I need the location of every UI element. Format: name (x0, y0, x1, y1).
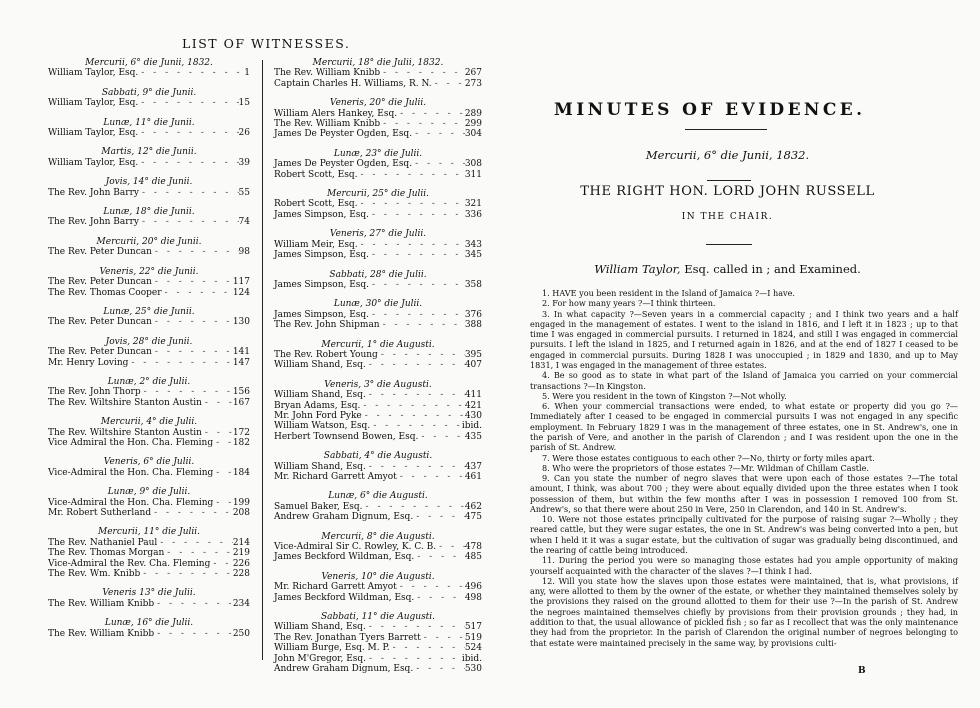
page-number: 462 (464, 501, 482, 512)
witness-entry (48, 569, 250, 579)
witness-entry (274, 68, 482, 78)
witness-name: William Taylor, Esq. (48, 157, 139, 168)
sitting-date: Lunæ, 2° die Julii. (107, 376, 191, 387)
leader-dots (213, 438, 233, 448)
page-number: 343 (464, 239, 482, 250)
witness-name: The Rev. John Shipman (274, 320, 380, 331)
page-number: 358 (464, 279, 482, 290)
witness-entry (274, 210, 482, 220)
page-number: 530 (464, 664, 482, 675)
leader-dots (366, 462, 465, 472)
sitting-date: Lunæ, 9° die Julii. (107, 487, 191, 498)
witness-name: The Rev. Thomas Morgan (48, 548, 165, 559)
witness-name: William Shand, Esq. (274, 390, 366, 401)
witness-entry (274, 432, 482, 442)
column-divider (262, 60, 263, 660)
witness-entry (48, 428, 250, 438)
witness-entry (48, 387, 250, 397)
page-number: 172 (232, 427, 250, 438)
page-number: 250 (232, 628, 250, 639)
witness-entry (274, 462, 482, 472)
witness-entry (274, 512, 482, 522)
witness-name: The Rev. Peter Duncan (48, 247, 152, 258)
leader-dots (138, 68, 244, 78)
session-date: Mercurii, 6° die Junii, 1832. (645, 148, 810, 162)
sitting-date: Veneris, 6° die Julii. (103, 457, 195, 468)
page-number: 517 (464, 622, 482, 633)
page-number: 478 (464, 542, 482, 553)
page-number: 411 (464, 390, 482, 401)
sitting-date: Veneris, 27° die Julii. (329, 229, 427, 240)
witness-name: William Meir, Esq. (274, 239, 358, 250)
leader-dots (139, 217, 239, 227)
witness-name: Herbert Townsend Bowen, Esq. (274, 431, 419, 442)
page-number: ibid. (461, 421, 482, 432)
witness-entry (48, 599, 250, 609)
leader-dots (139, 188, 239, 198)
witness-entry (274, 582, 482, 592)
sitting-date: Veneris, 22° die Junii. (99, 266, 199, 277)
witness-column-1 (48, 58, 250, 639)
witness-name: William Alers Hankey, Esq. (274, 108, 398, 119)
sitting-date: Lunæ, 6° die Augusti. (328, 491, 428, 502)
witness-called-text: Esq. called in ; and Examined. (680, 262, 861, 276)
sitting-date: Mercurii, 8° die Augusti. (321, 531, 435, 542)
witness-entry (48, 548, 250, 558)
leader-dots (202, 428, 233, 438)
witness-name: The Rev. Thomas Cooper (48, 287, 162, 298)
sitting-date: Mercurii, 6° die Junii, 1832. (85, 58, 213, 68)
leader-dots (369, 250, 465, 260)
witness-entry (48, 398, 250, 408)
leader-dots (378, 350, 465, 360)
page-number: 55 (238, 187, 250, 198)
leader-dots (412, 159, 465, 169)
witness-name: Andrew Graham Dignum, Esq. (274, 512, 414, 523)
witness-name: Samuel Baker, Esq. (274, 501, 363, 512)
witness-entry (274, 320, 482, 330)
leader-dots (202, 398, 233, 408)
page-number: 1 (244, 68, 250, 79)
witness-name: The Rev. Peter Duncan (48, 317, 152, 328)
page-number: 407 (464, 360, 482, 371)
sitting-date: Martis, 12° die Junii. (101, 147, 197, 158)
leader-dots (369, 280, 465, 290)
witness-entry (48, 98, 250, 108)
witness-name: James Beckford Wildman, Esq. (274, 592, 415, 603)
witness-entry (274, 360, 482, 370)
witness-entry (274, 654, 482, 664)
page-number: 376 (464, 309, 482, 320)
page-number: 308 (464, 159, 482, 170)
page-number: 435 (464, 431, 482, 442)
leader-dots (380, 119, 465, 129)
page-number: 421 (464, 400, 482, 411)
witness-entry (48, 68, 250, 78)
page-number: 208 (232, 508, 250, 518)
witness-name: The Rev. Wm. Knibb (48, 569, 141, 580)
sitting-date: Mercurii, 11° die Julii. (97, 527, 200, 538)
page-number: 182 (232, 437, 250, 448)
leader-dots (414, 552, 465, 562)
sitting-date: Sabbati, 11° die Augusti. (320, 612, 436, 623)
sitting-date: Jovis, 28° die Junii. (105, 336, 193, 347)
leader-dots (366, 654, 462, 664)
witness-entry (48, 629, 250, 639)
witness-entry (48, 498, 250, 508)
witness-entry (274, 280, 482, 290)
witness-entry (48, 358, 250, 368)
witness-name: William Taylor, Esq. (48, 98, 139, 109)
leader-dots (421, 633, 465, 643)
list-title: LIST OF WITNESSES. (182, 36, 351, 51)
page-number: 26 (238, 128, 250, 139)
witness-entry (274, 119, 482, 129)
witness-name: James Simpson, Esq. (274, 209, 370, 220)
witness-entry (274, 250, 482, 260)
page-number: 117 (232, 277, 250, 288)
witness-name: Robert Scott, Esq. (274, 169, 358, 180)
leader-dots (152, 317, 233, 327)
witness-name: John M'Gregor, Esq. (274, 653, 367, 664)
witness-name: Mr. John Ford Pyke (274, 410, 362, 421)
leader-dots (154, 599, 233, 609)
witness-name: James De Peyster Ogden, Esq. (274, 159, 413, 170)
witness-name: The Rev. William Knibb (48, 628, 155, 639)
signature-mark: B (858, 666, 866, 676)
page-number: 267 (464, 68, 482, 79)
leader-dots (366, 390, 465, 400)
sitting-date: Sabbati, 4° die Augusti. (323, 451, 433, 462)
in-chair-label: IN THE CHAIR. (681, 212, 774, 222)
witness-entry (48, 247, 250, 257)
page-number: 498 (464, 592, 482, 603)
witness-entry (274, 79, 482, 89)
leader-dots (162, 288, 233, 298)
page-number: 395 (464, 349, 482, 360)
page-number: 226 (232, 558, 250, 569)
page-number: 167 (232, 397, 250, 408)
witness-entry (48, 217, 250, 227)
witness-name: William Watson, Esq. (274, 421, 371, 432)
witness-entry (48, 317, 250, 327)
sitting-date: Veneris, 3° die Augusti. (324, 379, 432, 390)
page-number: 98 (238, 247, 250, 258)
witness-entry (274, 350, 482, 360)
witness-name: The Rev. Peter Duncan (48, 347, 152, 358)
witness-name: William Taylor, Esq. (48, 128, 139, 139)
witness-name: Vice-Admiral Sir C. Rowley, K. C. B. (274, 542, 437, 553)
witness-name: The Rev. William Knibb (274, 68, 381, 79)
leader-dots (213, 468, 233, 478)
sitting-date: Jovis, 14° die Junii. (105, 177, 193, 188)
witness-name: Robert Scott, Esq. (274, 199, 358, 210)
sitting-date: Mercurii, 18° die Julii, 1832. (312, 58, 444, 68)
leader-dots (363, 502, 465, 512)
leader-dots (366, 360, 465, 370)
evidence-paragraph: 10. Were not those estates principally cultivated for the purpose of raising sugar ?—Wholly ; they reared cattle, but they were sugar estates, the one in St. Andrew's was being converted into a pen, but when I held it it was a sugar estate, but the cultivation of sugar was gradually being discontinued, and the rearing of cattle being introduced. (530, 514, 958, 556)
witness-entry (48, 288, 250, 298)
leader-dots (151, 508, 233, 518)
witness-entry (48, 347, 250, 357)
witness-name: The Rev. John Barry (48, 187, 139, 198)
page-number: 336 (464, 209, 482, 220)
witness-entry (274, 664, 482, 674)
witness-name: William Taylor, Esq. (48, 68, 139, 79)
leader-dots (357, 170, 464, 180)
leader-dots (366, 622, 465, 632)
sitting-date: Lunæ, 11° die Junii. (103, 117, 195, 128)
witness-name: The Rev. William Knibb (274, 119, 381, 130)
page-number: 299 (464, 119, 482, 130)
page-number: 219 (232, 548, 250, 559)
page-number: 430 (464, 410, 482, 421)
witness-name: The Rev. Jonathan Tyers Barrett (274, 632, 421, 643)
leader-dots (357, 199, 464, 209)
witness-entry (274, 129, 482, 139)
evidence-paragraph: 5. Were you resident in the town of Kingston ?—Not wholly. (542, 390, 787, 401)
witness-name: William Burge, Esq. M. P. (274, 643, 390, 654)
sitting-date: Sabbati, 9° die Junii. (101, 87, 197, 98)
page-number: 228 (232, 569, 250, 580)
page-number: 273 (464, 78, 482, 89)
witness-name: Mr. Richard Garrett Amyot (274, 582, 397, 593)
page-number: 289 (464, 108, 482, 119)
witness-entry (48, 538, 250, 548)
witness-entry (274, 109, 482, 119)
page-number: 321 (464, 199, 482, 210)
leader-dots (390, 643, 465, 653)
witness-entry (48, 468, 250, 478)
page-number: 74 (238, 217, 250, 228)
page-number: 524 (464, 643, 482, 654)
sitting-date: Sabbati, 28° die Julii. (329, 269, 427, 280)
sitting-date: Lunæ, 16° die Julii. (104, 618, 194, 629)
witness-name: Mr. Henry Loving (48, 357, 129, 368)
sitting-date: Mercurii, 1° die Augusti. (321, 339, 435, 350)
witness-name: William Taylor, (594, 262, 681, 276)
witness-name: Andrew Graham Dignum, Esq. (274, 664, 414, 675)
evidence-paragraph: 2. For how many years ?—I think thirteen. (542, 298, 716, 309)
sitting-date: Veneris, 20° die Julii. (329, 98, 427, 109)
page-number: 485 (464, 552, 482, 563)
leader-dots (370, 421, 462, 431)
leader-dots (380, 320, 465, 330)
page-number: 437 (464, 461, 482, 472)
leader-dots (152, 247, 239, 257)
page-number: 184 (232, 467, 250, 478)
witness-entry (274, 502, 482, 512)
witness-name: Captain Charles H. Williams, R. N. (274, 78, 432, 89)
witness-name: The Rev. Wiltshire Stanton Austin (48, 427, 202, 438)
witness-entry (274, 411, 482, 421)
page-number: 304 (464, 129, 482, 140)
sitting-date: Lunæ, 25° die Junii. (103, 306, 195, 317)
witness-name: James Simpson, Esq. (274, 250, 370, 261)
witness-entry (274, 593, 482, 603)
witness-name: The Rev. John Thorp (48, 387, 141, 398)
witness-name: William Shand, Esq. (274, 360, 366, 371)
page-number: 519 (464, 632, 482, 643)
witness-entry (48, 188, 250, 198)
witness-name: The Rev. Peter Duncan (48, 277, 152, 288)
sitting-date: Veneris, 10° die Augusti. (321, 571, 435, 582)
witness-entry (274, 310, 482, 320)
page-number: 156 (232, 387, 250, 398)
witness-entry (274, 159, 482, 169)
page-number: ibid. (461, 653, 482, 664)
leader-dots (436, 542, 465, 552)
leader-dots (414, 593, 465, 603)
title-rule (685, 129, 767, 130)
leader-dots (164, 548, 233, 558)
leader-dots (152, 347, 233, 357)
evidence-text (530, 288, 958, 648)
page-number: 214 (232, 537, 250, 548)
witness-entry (48, 438, 250, 448)
witness-name: Mr. Robert Sutherland (48, 508, 152, 518)
witness-name: Vice-Admiral the Rev. Cha. Fleming (48, 558, 211, 569)
witness-name: Mr. Richard Garrett Amyot (274, 472, 397, 482)
page-number: 124 (232, 287, 250, 298)
evidence-paragraph: 1. HAVE you been resident in the Island of Jamaica ?—I have. (542, 288, 795, 298)
sitting-date: Lunæ, 23° die Julii. (333, 148, 423, 159)
page-number: 234 (232, 598, 250, 609)
leader-dots (360, 401, 464, 411)
witness-entry (48, 508, 250, 518)
chairman-heading: THE RIGHT HON. LORD JOHN RUSSELL (580, 184, 875, 199)
leader-dots (369, 210, 465, 220)
leader-dots (138, 128, 238, 138)
page-number: 130 (232, 317, 250, 328)
page-number: 141 (232, 347, 250, 358)
page-number: 147 (232, 357, 250, 368)
page-number: 311 (464, 169, 482, 180)
page-number: 15 (238, 98, 250, 109)
witness-entry (48, 128, 250, 138)
leader-dots (413, 512, 465, 522)
leader-dots (369, 310, 465, 320)
witness-entry (274, 643, 482, 653)
sitting-date: Veneris 13° die Julii. (102, 588, 196, 599)
witness-name: James De Peyster Ogden, Esq. (274, 129, 413, 140)
witness-entry (274, 421, 482, 431)
witness-entry (274, 401, 482, 411)
leader-dots (418, 432, 464, 442)
page-number: 388 (464, 320, 482, 331)
witness-name: The Rev. William Knibb (48, 598, 155, 609)
witness-column-2 (274, 58, 482, 675)
leader-dots (140, 569, 233, 579)
leader-dots (157, 538, 233, 548)
witness-entry (274, 390, 482, 400)
witness-name: Bryan Adams, Esq. (274, 400, 361, 411)
page-number: 496 (464, 582, 482, 593)
evidence-paragraph: 12. Will you state how the slaves upon those estates were maintained, that is, what provisions, if any, were allotted to them by the owner of the estate, or whether they maintained themselves solely by the provisions they raised on the ground allotted to them for their use ?—In the parish of St. Andrew the negroes maintained themselves chiefly by provisions from their provision grounds ; they had, in addition to that, the usual allowance of pickled fish ; so far as I recollect that was the only maintenance they had from the proprietor. In the parish of Clarendon the original number of negroes belonging to that estate were maintained precisely in the same way, by provisions culti- (530, 575, 958, 648)
leader-dots (152, 277, 233, 287)
sitting-date: Lunæ, 30° die Julii. (333, 299, 423, 310)
page-number: 461 (464, 472, 482, 482)
witness-name: The Rev. Robert Young (274, 349, 378, 360)
leader-dots (412, 129, 465, 139)
leader-dots (362, 411, 465, 421)
leader-dots (213, 498, 233, 508)
evidence-paragraph: 7. Were those estates contiguous to each other ?—No, thirty or forty miles apart. (542, 452, 875, 463)
sitting-date: Mercurii, 25° die Julii. (326, 189, 429, 200)
witness-entry (274, 240, 482, 250)
right-page (520, 0, 980, 708)
sitting-date: Mercurii, 4° die Julii. (100, 417, 198, 428)
evidence-paragraph: 4. Be so good as to state in what part of the Island of Jamaica you carried on your commercial transactions ?—In Kingston. (530, 370, 958, 391)
witness-name: James Beckford Wildman, Esq. (274, 552, 415, 563)
page-number: 345 (464, 250, 482, 261)
leader-dots (128, 358, 232, 368)
witness-name: William Shand, Esq. (274, 622, 366, 633)
leader-dots (413, 664, 465, 674)
sitting-date: Lunæ, 18° die Junii. (103, 207, 195, 218)
leader-dots (358, 240, 465, 250)
witness-name: Vice-Admiral the Hon. Cha. Fleming (48, 467, 214, 478)
date-rule (707, 180, 751, 181)
witness-name: James Simpson, Esq. (274, 279, 370, 290)
leader-dots (432, 79, 465, 89)
leader-dots (397, 109, 465, 119)
witness-name: James Simpson, Esq. (274, 309, 370, 320)
evidence-paragraph: 8. Who were the proprietors of those estates ?—Mr. Wildman of Chillam Castle. (542, 462, 869, 473)
evidence-paragraph: 6. When your commercial transactions were ended, to what estate or property did you go ?—Immediately after I ceased to be engaged in commercial pursuits I was not engaged in any specific employment. In February 1829 I was in the management of three estates, one in St. Andrew's, one in the parish of Vere, and another in the parish of Clarendon ; and I was resident upon the one in the parish of St. Andrew. (530, 401, 958, 453)
witness-entry (274, 199, 482, 209)
sitting-date: Mercurii, 20° die Junii. (96, 236, 202, 247)
witness-name: Vice Admiral the Hon. Cha. Fleming (48, 437, 214, 448)
witness-called-line (520, 262, 935, 276)
leader-dots (397, 582, 465, 592)
witness-entry (274, 542, 482, 552)
witness-entry (274, 170, 482, 180)
page-number: 475 (464, 512, 482, 523)
witness-name: William Shand, Esq. (274, 461, 366, 472)
evidence-paragraph: 9. Can you state the number of negro slaves that were upon each of those estates ?—The total amount, I think, was about 700 ; they were about equally divided upon the three estates when I took possession of them, but within the few months after I was in possession I removed 100 from St. Andrew's, so that there were about 250 in Vere, 250 in Clarendon, and 140 in St. Andrew's. (530, 473, 958, 514)
witness-entry (274, 622, 482, 632)
chair-rule (706, 244, 752, 245)
witness-name: The Rev. Wiltshire Stanton Austin (48, 397, 202, 408)
witness-name: Vice-Admiral the Hon. Cha. Fleming (48, 497, 214, 508)
evidence-paragraph: 11. During the period you were so managing those estates had you ample opportunity of making yourself acquainted with the character of the slaves ?—I think I had. (530, 555, 958, 576)
leader-dots (138, 98, 238, 108)
leader-dots (397, 472, 465, 482)
leader-dots (210, 559, 232, 569)
evidence-paragraph: 3. In what capacity ?—Seven years in a commercial capacity ; and I think two years and a half engaged in the management of estates. I went to the island in 1816, and I left it in 1823 ; up to that time I was engaged in commercial pursuits. I returned in 1824, and still I was engaged in commercial pursuits. I left the island in 1825, and I returned again in 1826, and at the end of 1827 I ceased to be engaged in commercial pursuits. During 1828 I was unoccupied ; in 1829 and 1830, and up to May 1831, I was engaged in the management of three estates. (530, 308, 958, 370)
witness-entry (48, 559, 250, 569)
leader-dots (380, 68, 465, 78)
witness-entry (48, 277, 250, 287)
page-number: 199 (232, 497, 250, 508)
leader-dots (154, 629, 233, 639)
leader-dots (138, 158, 238, 168)
witness-entry (274, 552, 482, 562)
witness-name: The Rev. Nathaniel Paul (48, 537, 158, 548)
minutes-title: MINUTES OF EVIDENCE. (554, 100, 866, 120)
witness-entry (48, 158, 250, 168)
witness-name: The Rev. John Barry (48, 217, 139, 228)
page-number: 39 (238, 157, 250, 168)
witness-entry (274, 633, 482, 643)
leader-dots (141, 387, 233, 397)
witness-entry (274, 472, 482, 482)
